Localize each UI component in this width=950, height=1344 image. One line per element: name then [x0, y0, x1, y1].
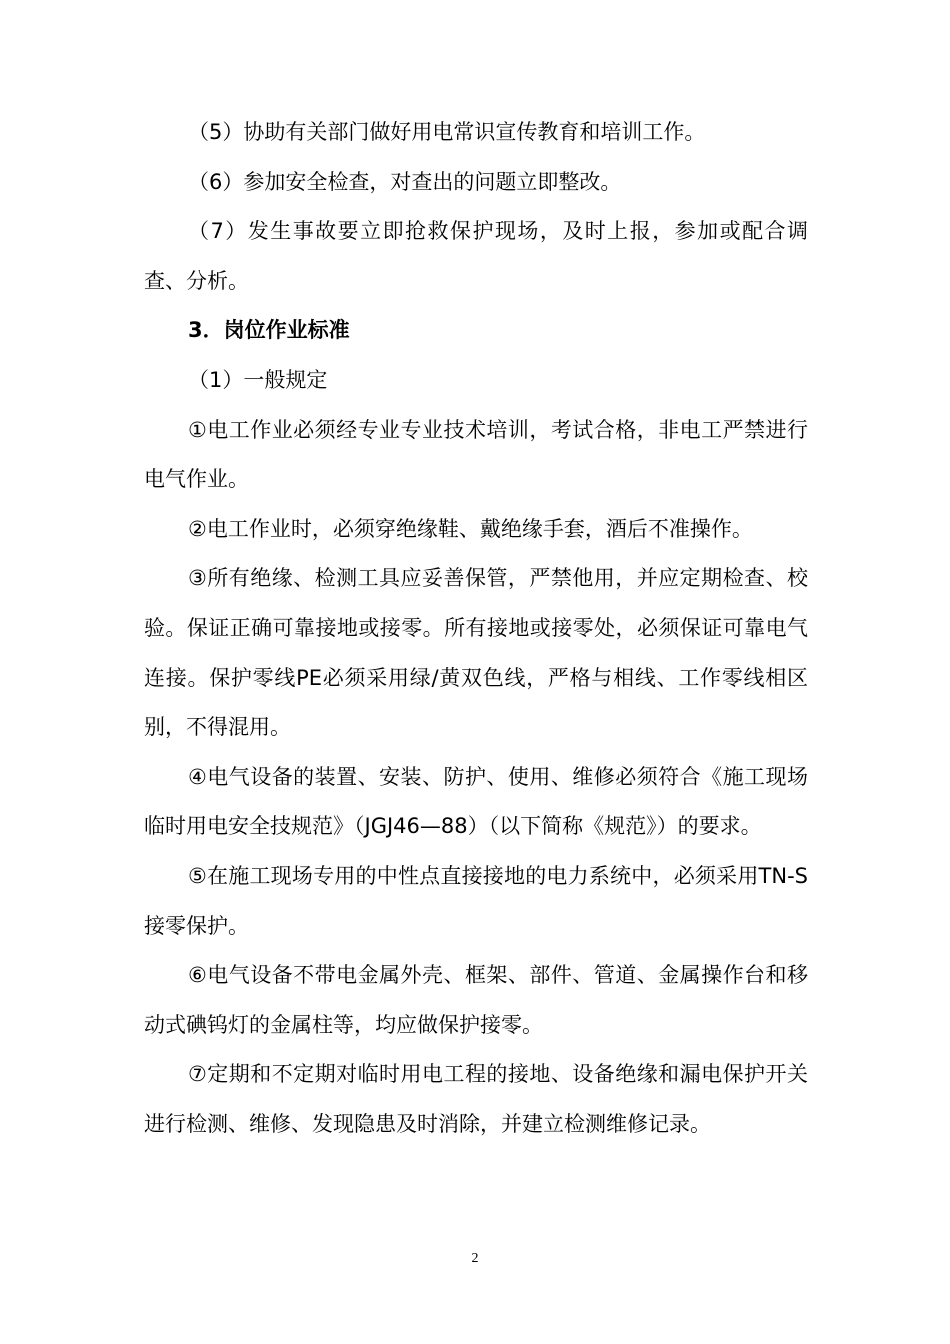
section-heading: 3．岗位作业标准: [188, 318, 350, 343]
paragraph-7: （7）发生事故要立即抢救保护现场，及时上报，参加或配合调查、分析。: [144, 219, 808, 293]
list-item-7: ⑦定期和不定期对临时用电工程的接地、设备绝缘和漏电保护开关进行检测、维修、发现隐患及时消除，并建立检测维修记录。: [144, 1062, 808, 1136]
list-item-4: ④电气设备的装置、安装、防护、使用、维修必须符合《施工现场临时用电安全技规范》（JGJ46—88）（以下简称《规范》）的要求。: [144, 764, 808, 839]
subsection-heading: （1）一般规定: [188, 367, 328, 392]
paragraph-6: （6）参加安全检查，对查出的问题立即整改。: [188, 169, 622, 194]
list-item-1: ①电工作业必须经专业专业技术培训，考试合格，非电工严禁进行电气作业。: [144, 417, 808, 492]
list-item-3: ③所有绝缘、检测工具应妥善保管，严禁他用，并应定期检查、校验。保证正确可靠接地或接零。所有接地或接零处，必须保证可靠电气连接。保护零线PE必须采用绿/黄双色线，严格与相线、工作零线相区别，不得混用。: [144, 566, 808, 740]
document-body: [144, 108, 808, 1149]
page-number: 2: [471, 1251, 479, 1266]
list-item-2: ②电工作业时，必须穿绝缘鞋、戴绝缘手套，酒后不准操作。: [188, 516, 753, 541]
paragraph-5: （5）协助有关部门做好用电常识宣传教育和培训工作。: [188, 120, 706, 144]
list-item-5: ⑤在施工现场专用的中性点直接接地的电力系统中，必须采用TN-S接零保护。: [144, 863, 808, 938]
list-item-6: ⑥电气设备不带电金属外壳、框架、部件、管道、金属操作台和移动式碘钨灯的金属柱等，均应做保护接零。: [144, 963, 808, 1037]
